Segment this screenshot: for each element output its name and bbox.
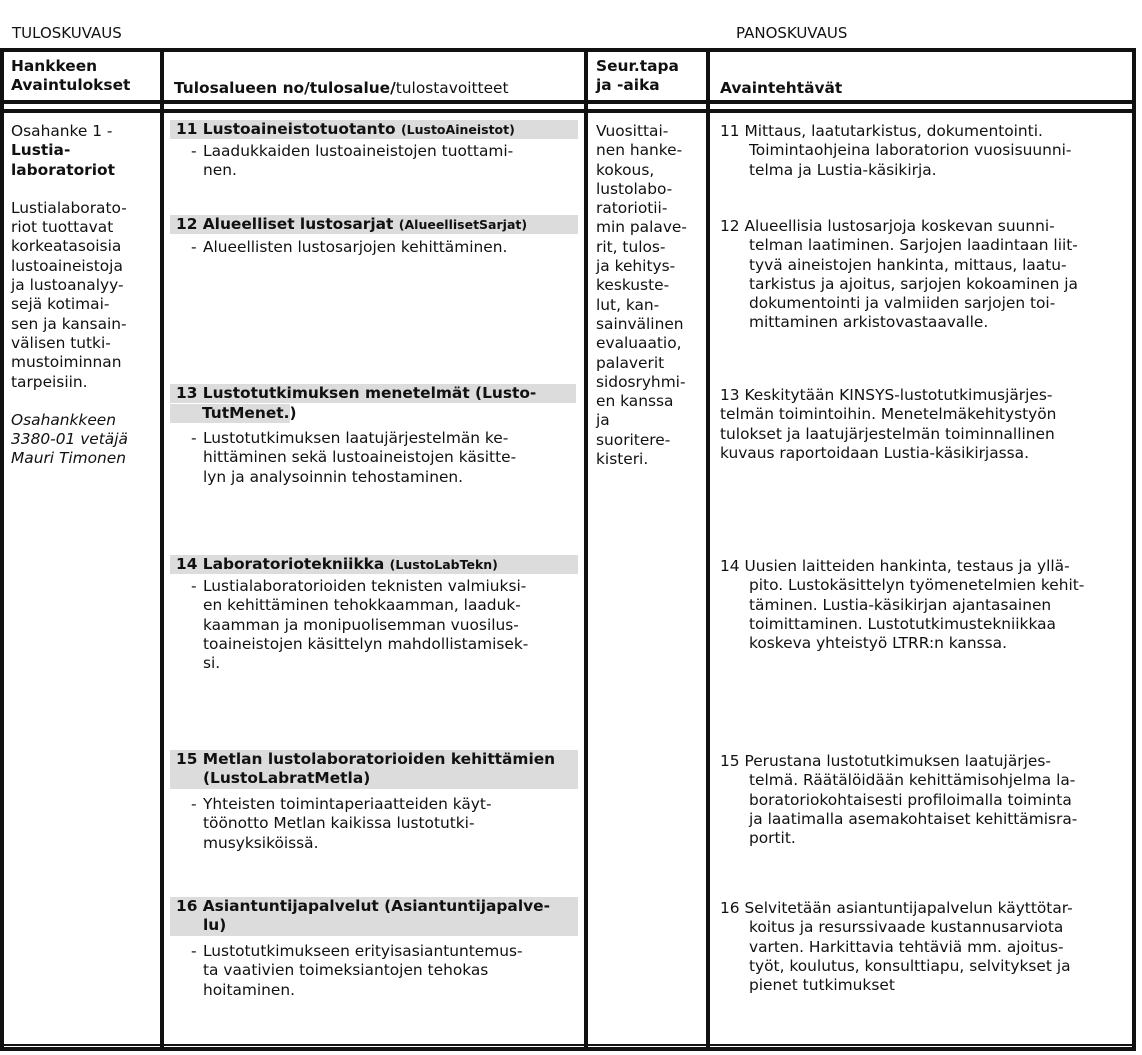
header-col3: [596, 57, 679, 96]
item-body-line: si.: [203, 654, 221, 673]
section-label-tuloskuvaus: TULOSKUVAUS: [12, 24, 122, 42]
task-line: telma ja Lustia-käsikirja.: [749, 160, 937, 179]
item-11-title: 11 Lustoaineistotuotanto (LustoAineistot): [170, 120, 578, 139]
col1-body-line: lustoaineistoja: [11, 256, 123, 275]
col1-body-line: sen ja kansain-: [11, 314, 127, 333]
task-line: telmä. Räätälöidään kehittämisohjelma la-: [749, 771, 1076, 790]
col3-line: kokous,: [596, 160, 655, 179]
item-body-line: Yhteisten toimintaperiaatteiden käyt-: [203, 795, 492, 813]
col3-line: nen hanke-: [596, 141, 683, 160]
item-16-body: - Lustotutkimukseen erityisasiantuntemus- ta vaativien toimeksiantojen tehokas hoitaminen.: [203, 942, 583, 1000]
task-line: toimittaminen. Lustotutkimustekniikkaa: [749, 614, 1056, 633]
task-line: työt, koulutus, konsulttiapu, selvitykset ja: [749, 956, 1071, 975]
item-body-line: töönotto Metlan kaikissa lustotutki-: [203, 814, 475, 833]
item-16-task: [720, 899, 1130, 995]
col3-line: ratoriotii-: [596, 199, 668, 218]
col1-body-line: Lustialaborato-: [11, 198, 127, 217]
item-body-line: hoitaminen.: [203, 980, 296, 999]
column-divider-1: [160, 48, 164, 1051]
item-11-task: [720, 122, 1130, 180]
item-14-title: 14 Laboratoriotekniikka (LustoLabTekn): [170, 555, 578, 574]
col1-italic-line: Osahankkeen: [11, 410, 117, 429]
item-11-body: - Laadukkaiden lustoaineistojen tuottami- nen.: [203, 142, 583, 181]
task-line: koitus ja resurssivaade kustannusarviota: [749, 918, 1064, 937]
col1-body-line: korkeatasoisia: [11, 237, 122, 256]
col3-line: lustolabo-: [596, 179, 673, 198]
task-line: pito. Lustokäsittelyn työmenetelmien kehit-: [749, 576, 1085, 595]
task-line: Toimintaohjeina laboratorion vuosisuunni-: [749, 141, 1072, 160]
task-line: tarkistus ja ajoitus, sarjojen kokoaminen ja: [749, 274, 1078, 293]
task-line: 15 Perustana lustotutkimuksen laatujärjes-: [720, 752, 1051, 770]
col3-followup: [596, 122, 706, 469]
col1-body-line: välisen tutki-: [11, 333, 111, 352]
column-divider-3: [706, 48, 710, 1051]
item-14-body: - Lustialaboratorioiden teknisten valmiuksi- en kehittäminen tehokkaamman, laaduk- kaamman ja monipuolisemman vuosilus- toaineistojen käsittelyn mahdollistamisek- si.: [203, 577, 583, 673]
col3-line: rit, tulos-: [596, 237, 666, 256]
col3-line: keskuste-: [596, 276, 670, 295]
col3-line: kisteri.: [596, 450, 649, 469]
col3-line: palaverit: [596, 353, 665, 372]
task-line: dokumentointi ja valmiiden sarjojen toi-: [749, 294, 1056, 313]
item-12-title: 12 Alueelliset lustosarjat (AlueellisetSarjat): [170, 215, 578, 234]
header-col2-bold: Tulosalueen no/tulosalue/: [174, 79, 396, 97]
item-16-title: 16 Asiantuntijapalvelut (Asiantuntijapalve- lu): [170, 897, 578, 936]
item-13-title-cont: TutMenet.): [170, 404, 290, 423]
header-col2-normal: tulostavoitteet: [395, 79, 509, 97]
header-rule-top: [0, 100, 1136, 104]
header-col3-line1: Seur.tapa: [596, 57, 679, 75]
task-line: 14 Uusien laitteiden hankinta, testaus ja yllä-: [720, 557, 1070, 575]
header-col3-line2: ja -aika: [596, 76, 660, 95]
footer-rule: [0, 1044, 1136, 1046]
header-col1-line2: Avaintulokset: [11, 76, 131, 95]
col1-body-line: mustoiminnan: [11, 353, 122, 372]
task-line: telman laatiminen. Sarjojen laadintaan liit-: [749, 236, 1078, 255]
item-body-line: Lustotutkimuksen laatujärjestelmän ke-: [203, 429, 509, 447]
col1-body-line: sejä kotimai-: [11, 295, 110, 314]
item-13-task: [720, 386, 1130, 463]
item-14-task: [720, 557, 1130, 653]
task-line: 11 Mittaus, laatutarkistus, dokumentointi.: [720, 122, 1043, 140]
col1-body-line: ja lustoanalyy-: [11, 276, 124, 295]
item-body-line: lyn ja analysoinnin tehostaminen.: [203, 467, 464, 486]
item-13-body: - Lustotutkimuksen laatujärjestelmän ke- hittäminen sekä lustoaineistojen käsitte- lyn ja analysoinnin tehostaminen.: [203, 429, 583, 487]
col3-line: min palave-: [596, 218, 687, 237]
header-col1-line1: Hankkeen: [11, 57, 98, 75]
col3-line: sainvälinen: [596, 314, 684, 333]
item-13-title: 13 Lustotutkimuksen menetelmät (Lusto-: [170, 384, 576, 403]
item-15-title: 15 Metlan lustolaboratorioiden kehittämien (LustoLabratMetla): [170, 750, 578, 789]
task-line: boratoriokohtaisesti profiloimalla toiminta: [749, 790, 1072, 809]
task-line: 16 Selvitetään asiantuntijapalvelun käyttötar-: [720, 899, 1073, 917]
item-15-body: - Yhteisten toimintaperiaatteiden käyt- töönotto Metlan kaikissa lustotutki- musyksiköissä.: [203, 795, 583, 853]
col3-line: ja kehitys-: [596, 257, 676, 276]
item-12-body: - Alueellisten lustosarjojen kehittäminen.: [203, 238, 583, 257]
col1-project: [11, 122, 157, 469]
col3-line: ja: [596, 411, 610, 430]
item-body-line: nen.: [203, 161, 237, 180]
col3-line: lut, kan-: [596, 295, 660, 314]
item-12-task: [720, 217, 1130, 333]
task-line: täminen. Lustia-käsikirjan ajantasainen: [749, 595, 1052, 614]
col1-bold-line: laboratoriot: [11, 160, 115, 179]
task-line: kuvaus raportoidaan Lustia-käsikirjassa.: [720, 443, 1029, 462]
item-body-line: Alueellisten lustosarjojen kehittäminen.: [203, 238, 508, 256]
item-body-line: Laadukkaiden lustoaineistojen tuottami-: [203, 142, 514, 160]
col1-bold-line: Lustia-: [11, 141, 71, 160]
item-body-line: Lustialaboratorioiden teknisten valmiuksi-: [203, 577, 527, 595]
task-line: tyvä aineistojen hankinta, mittaus, laatu-: [749, 255, 1067, 274]
section-label-panoskuvaus: PANOSKUVAUS: [736, 24, 848, 42]
item-body-line: musyksiköissä.: [203, 833, 319, 852]
task-line: telmän toimintoihin. Menetelmäkehitystyön: [720, 405, 1057, 424]
task-line: 13 Keskitytään KINSYS-lustotutkimusjärjes-: [720, 386, 1053, 404]
col1-body-line: riot tuottavat: [11, 218, 114, 237]
col1-body-line: tarpeisiin.: [11, 372, 88, 391]
col3-line: en kanssa: [596, 392, 674, 411]
item-body-line: kaamman ja monipuolisemman vuosilus-: [203, 615, 519, 634]
header-col2: [174, 79, 509, 98]
header-rule-bottom: [0, 109, 1136, 113]
item-15-task: [720, 752, 1130, 848]
col3-line: Vuosittai-: [596, 122, 669, 140]
task-line: ja laatimalla asemakohtaiset kehittämisra-: [749, 809, 1078, 828]
col3-line: sidosryhmi-: [596, 372, 686, 391]
header-col1: [11, 57, 130, 96]
task-line: varten. Harkittavia tehtäviä mm. ajoitus-: [749, 937, 1064, 956]
col1-italic-line: Mauri Timonen: [11, 449, 127, 468]
task-line: portit.: [749, 829, 796, 848]
task-line: pienet tutkimukset: [749, 976, 895, 995]
col3-line: suoritere-: [596, 430, 671, 449]
item-body-line: toaineistojen käsittelyn mahdollistamisek-: [203, 634, 529, 653]
col3-line: evaluaatio,: [596, 334, 682, 353]
col1-italic-line: 3380-01 vetäjä: [11, 430, 128, 449]
item-body-line: Lustotutkimukseen erityisasiantuntemus-: [203, 942, 523, 960]
item-body-line: ta vaativien toimeksiantojen tehokas: [203, 961, 489, 980]
column-divider-2: [584, 48, 588, 1051]
task-line: mittaminen arkistovastaavalle.: [749, 313, 989, 332]
item-body-line: hittäminen sekä lustoaineistojen käsitte-: [203, 448, 517, 467]
col1-subproject: Osahanke 1 -: [11, 122, 113, 140]
task-line: tulokset ja laatujärjestelmän toiminnallinen: [720, 424, 1055, 443]
item-body-line: en kehittäminen tehokkaamman, laaduk-: [203, 596, 521, 615]
task-line: 12 Alueellisia lustosarjoja koskevan suunni-: [720, 217, 1055, 235]
task-line: koskeva yhteistyö LTRR:n kanssa.: [749, 634, 1007, 653]
header-col4: Avaintehtävät: [720, 79, 843, 97]
